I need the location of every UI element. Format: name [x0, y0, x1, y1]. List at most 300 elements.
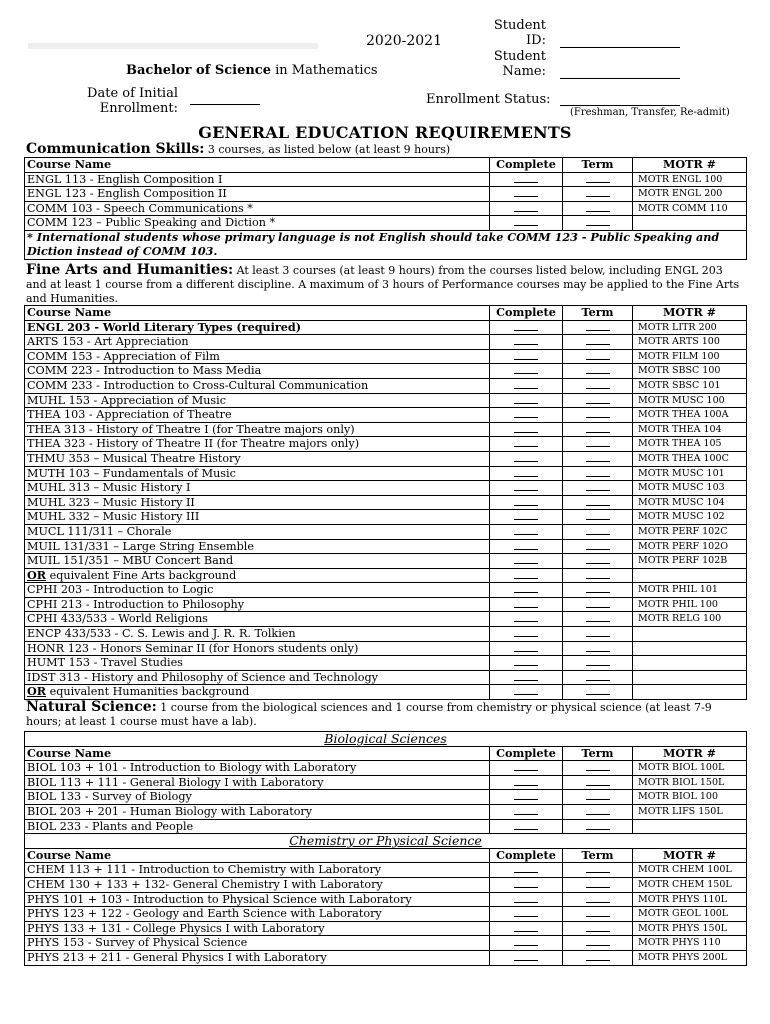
blank-line	[514, 216, 538, 226]
table-row	[25, 950, 747, 965]
motr-code: MOTR ENGL 100	[633, 172, 747, 187]
term-field[interactable]	[563, 510, 633, 525]
col-complete: Complete	[490, 746, 563, 761]
enrollment-status-hint: (Freshman, Transfer, Re-admit)	[570, 107, 730, 118]
complete-field[interactable]	[490, 761, 563, 776]
term-field[interactable]	[563, 819, 633, 834]
motr-code: MOTR PERF 102C	[633, 524, 747, 539]
blank-line	[514, 907, 538, 917]
course-name: ENGL 203 - World Literary Types (required)	[25, 320, 490, 335]
term-field[interactable]	[563, 201, 633, 216]
chemistry-subtitle-text: Chemistry or Physical Science	[289, 833, 482, 849]
complete-field[interactable]	[490, 627, 563, 642]
term-field[interactable]	[563, 451, 633, 466]
motr-code	[633, 627, 747, 642]
motr-code: MOTR RELG 100	[633, 612, 747, 627]
motr-code: MOTR MUSC 102	[633, 510, 747, 525]
complete-field[interactable]	[490, 819, 563, 834]
term-field[interactable]	[563, 685, 633, 700]
complete-field[interactable]	[490, 892, 563, 907]
blank-line	[514, 525, 538, 535]
term-field[interactable]	[563, 539, 633, 554]
table-row	[25, 524, 747, 539]
blank-line	[586, 452, 610, 462]
motr-code	[633, 685, 747, 700]
blank-line	[514, 656, 538, 666]
blank-line	[514, 496, 538, 506]
complete-field[interactable]	[490, 539, 563, 554]
complete-field[interactable]	[490, 408, 563, 423]
course-name: BIOL 203 + 201 - Human Biology with Laboratory	[25, 804, 490, 819]
complete-field[interactable]	[490, 612, 563, 627]
motr-code: MOTR PHYS 110	[633, 936, 747, 951]
course-name: IDST 313 - History and Philosophy of Science and Technology	[25, 670, 490, 685]
complete-field[interactable]	[490, 568, 563, 583]
student-id-field[interactable]	[560, 47, 680, 48]
blank-line	[514, 569, 538, 579]
blank-line	[514, 394, 538, 404]
course-name: HONR 123 - Honors Seminar II (for Honors students only)	[25, 641, 490, 656]
blank-line	[586, 408, 610, 418]
complete-field[interactable]	[490, 378, 563, 393]
blank-line	[514, 408, 538, 418]
motr-code: MOTR CHEM 150L	[633, 877, 747, 892]
blank-line	[586, 685, 610, 695]
page-title: GENERAL EDUCATION REQUIREMENTS	[198, 123, 572, 142]
table-row	[25, 656, 747, 671]
course-name: MUTH 103 – Fundamentals of Music	[25, 466, 490, 481]
table-row	[25, 790, 747, 805]
blank-line	[586, 216, 610, 226]
blank-line	[586, 496, 610, 506]
motr-code: MOTR PERF 102O	[633, 539, 747, 554]
blank-line	[514, 671, 538, 681]
blank-line	[586, 554, 610, 564]
table-header	[25, 746, 747, 761]
complete-field[interactable]	[490, 393, 563, 408]
table-row	[25, 172, 747, 187]
col-course-name: Course Name	[25, 848, 490, 863]
term-field[interactable]	[563, 378, 633, 393]
communication-desc: 3 courses, as listed below (at least 9 hours)	[204, 143, 451, 156]
degree-bold: Bachelor of Science	[126, 63, 271, 78]
table-row	[25, 393, 747, 408]
complete-field[interactable]	[490, 656, 563, 671]
term-field[interactable]	[563, 656, 633, 671]
term-field[interactable]	[563, 216, 633, 231]
blank-line	[514, 423, 538, 433]
course-name: MUCL 111/311 – Chorale	[25, 524, 490, 539]
table-row	[25, 627, 747, 642]
motr-code: MOTR MUSC 100	[633, 393, 747, 408]
table-row	[25, 685, 747, 700]
blank-line	[586, 569, 610, 579]
blank-line	[586, 907, 610, 917]
term-field[interactable]	[563, 863, 633, 878]
complete-field[interactable]	[490, 670, 563, 685]
complete-field[interactable]	[490, 790, 563, 805]
blank-line	[514, 612, 538, 622]
course-name: THEA 103 - Appreciation of Theatre	[25, 408, 490, 423]
motr-code	[633, 656, 747, 671]
motr-code	[633, 670, 747, 685]
table-row	[25, 568, 747, 583]
blank-line	[514, 627, 538, 637]
table-row	[25, 921, 747, 936]
motr-code: MOTR LITR 200	[633, 320, 747, 335]
blank-line	[514, 540, 538, 550]
blank-line	[586, 173, 610, 183]
col-motr: MOTR #	[633, 306, 747, 321]
blank-line	[586, 394, 610, 404]
col-course-name: Course Name	[25, 158, 490, 173]
complete-field[interactable]	[490, 685, 563, 700]
course-name: PHYS 153 - Survey of Physical Science	[25, 936, 490, 951]
course-name: COMM 233 - Introduction to Cross-Cultural Communication	[25, 378, 490, 393]
date-enrollment-field[interactable]	[190, 104, 260, 105]
motr-code	[633, 216, 747, 231]
table-row	[25, 349, 747, 364]
complete-field[interactable]	[490, 495, 563, 510]
communication-title: Communication Skills:	[26, 141, 205, 157]
blank-line	[586, 598, 610, 608]
course-name: COMM 223 - Introduction to Mass Media	[25, 364, 490, 379]
table-row	[25, 495, 747, 510]
col-motr: MOTR #	[633, 158, 747, 173]
blank-line	[586, 761, 610, 771]
col-motr: MOTR #	[633, 746, 747, 761]
term-field[interactable]	[563, 950, 633, 965]
term-field[interactable]	[563, 481, 633, 496]
motr-code: MOTR PHYS 200L	[633, 950, 747, 965]
term-field[interactable]	[563, 790, 633, 805]
enrollment-status-label: Enrollment Status:	[426, 92, 551, 107]
student-id-label: Student ID:	[493, 18, 546, 48]
blank-line	[586, 790, 610, 800]
course-name: THEA 323 - History of Theatre II (for Theatre majors only)	[25, 437, 490, 452]
term-field[interactable]	[563, 921, 633, 936]
col-complete: Complete	[490, 848, 563, 863]
motr-code: MOTR ENGL 200	[633, 187, 747, 202]
or-label: OR	[27, 684, 47, 699]
complete-field[interactable]	[490, 422, 563, 437]
motr-code: MOTR MUSC 101	[633, 466, 747, 481]
course-name-text: equivalent Humanities background	[46, 685, 250, 699]
term-field[interactable]	[563, 466, 633, 481]
motr-code: MOTR PHIL 100	[633, 597, 747, 612]
natural-science-desc: 1 course from the biological sciences and 1 course from chemistry or physical science (at least 7-9 hours; at least 1 course must have a lab).	[26, 701, 712, 728]
motr-code: MOTR PHIL 101	[633, 583, 747, 598]
term-field[interactable]	[563, 524, 633, 539]
complete-field[interactable]	[490, 172, 563, 187]
blank-line	[514, 642, 538, 652]
blank-line	[586, 820, 610, 830]
student-name-field[interactable]	[560, 78, 680, 79]
table-row	[25, 364, 747, 379]
blank-line	[586, 671, 610, 681]
complete-field[interactable]	[490, 466, 563, 481]
blank-line	[586, 423, 610, 433]
blank-line	[514, 583, 538, 593]
complete-field[interactable]	[490, 597, 563, 612]
blank-line	[514, 510, 538, 520]
blank-line	[586, 805, 610, 815]
blank-line	[514, 922, 538, 932]
complete-field[interactable]	[490, 583, 563, 598]
table-row	[25, 775, 747, 790]
motr-code: MOTR PHYS 150L	[633, 921, 747, 936]
complete-field[interactable]	[490, 510, 563, 525]
table-row	[25, 408, 747, 423]
course-name: THEA 313 - History of Theatre I (for Theatre majors only)	[25, 422, 490, 437]
course-name: MUHL 332 – Music History III	[25, 510, 490, 525]
complete-field[interactable]	[490, 349, 563, 364]
course-name: MUHL 313 – Music History I	[25, 481, 490, 496]
term-field[interactable]	[563, 437, 633, 452]
col-course-name: Course Name	[25, 306, 490, 321]
table-row	[25, 936, 747, 951]
blank-line	[586, 627, 610, 637]
biology-table	[24, 731, 747, 966]
blank-line	[514, 321, 538, 331]
course-name: CHEM 130 + 133 + 132- General Chemistry I with Laboratory	[25, 877, 490, 892]
motr-code	[633, 568, 747, 583]
blank-line	[586, 481, 610, 491]
term-field[interactable]	[563, 612, 633, 627]
course-name: ENGL 113 - English Composition I	[25, 172, 490, 187]
term-field[interactable]	[563, 804, 633, 819]
complete-field[interactable]	[490, 320, 563, 335]
term-field[interactable]	[563, 364, 633, 379]
enrollment-status-field[interactable]	[560, 105, 680, 106]
degree-rest: in Mathematics	[270, 63, 378, 78]
blank-line	[514, 202, 538, 212]
blank-line	[514, 878, 538, 888]
complete-field[interactable]	[490, 804, 563, 819]
complete-field[interactable]	[490, 554, 563, 569]
motr-code: MOTR CHEM 100L	[633, 863, 747, 878]
term-field[interactable]	[563, 892, 633, 907]
blank-line	[586, 642, 610, 652]
term-field[interactable]	[563, 495, 633, 510]
term-field[interactable]	[563, 670, 633, 685]
table-row	[25, 892, 747, 907]
blank-line	[514, 364, 538, 374]
term-field[interactable]	[563, 936, 633, 951]
blank-line	[586, 863, 610, 873]
term-field[interactable]	[563, 907, 633, 922]
term-field[interactable]	[563, 583, 633, 598]
term-field[interactable]	[563, 877, 633, 892]
fine-arts-desc: At least 3 courses (at least 9 hours) from the courses listed below, including ENGL 203 and at least 1 course from a different discipline. A maximum of 3 hours of Performance courses may be applied to the Fine Arts and Humanities.	[26, 264, 740, 305]
blank-line	[514, 452, 538, 462]
complete-field[interactable]	[490, 437, 563, 452]
motr-code: MOTR BIOL 100L	[633, 761, 747, 776]
blank-line	[514, 437, 538, 447]
table-row	[25, 539, 747, 554]
communication-heading	[26, 142, 746, 157]
complete-field[interactable]	[490, 936, 563, 951]
table-row	[25, 877, 747, 892]
course-name: CPHI 433/533 - World Religions	[25, 612, 490, 627]
blank-line	[514, 554, 538, 564]
motr-code	[633, 819, 747, 834]
blank-line	[514, 379, 538, 389]
complete-field[interactable]	[490, 187, 563, 202]
fine-arts-table	[24, 305, 747, 700]
faded-header-text	[28, 43, 318, 49]
course-name: PHYS 101 + 103 - Introduction to Physical Science with Laboratory	[25, 892, 490, 907]
motr-code	[633, 641, 747, 656]
blank-line	[586, 878, 610, 888]
complete-field[interactable]	[490, 481, 563, 496]
blank-line	[514, 173, 538, 183]
complete-field[interactable]	[490, 877, 563, 892]
term-field[interactable]	[563, 568, 633, 583]
blank-line	[514, 761, 538, 771]
blank-line	[514, 951, 538, 961]
table-row	[25, 451, 747, 466]
blank-line	[586, 202, 610, 212]
term-field[interactable]	[563, 172, 633, 187]
term-field[interactable]	[563, 422, 633, 437]
term-field[interactable]	[563, 335, 633, 350]
complete-field[interactable]	[490, 641, 563, 656]
table-row	[25, 335, 747, 350]
motr-code: MOTR GEOL 100L	[633, 907, 747, 922]
blank-line	[514, 863, 538, 873]
biology-subtitle	[25, 732, 747, 747]
blank-line	[586, 922, 610, 932]
course-name	[25, 568, 490, 583]
international-note: * International students whose primary language is not English should take COMM 123 - Public Speaking and Diction instead of COMM 103.	[25, 230, 747, 259]
term-field[interactable]	[563, 641, 633, 656]
blank-line	[514, 481, 538, 491]
or-label: OR	[27, 568, 47, 582]
blank-line	[514, 685, 538, 695]
term-field[interactable]	[563, 627, 633, 642]
course-name: PHYS 123 + 122 - Geology and Earth Science with Laboratory	[25, 907, 490, 922]
fine-arts-title: Fine Arts and Humanities:	[26, 262, 234, 278]
term-field[interactable]	[563, 187, 633, 202]
biology-subtitle-text: Biological Sciences	[324, 731, 447, 746]
complete-field[interactable]	[490, 863, 563, 878]
col-term: Term	[563, 158, 633, 173]
complete-field[interactable]	[490, 775, 563, 790]
course-name: MUHL 323 – Music History II	[25, 495, 490, 510]
term-field[interactable]	[563, 775, 633, 790]
col-term: Term	[563, 306, 633, 321]
motr-code: MOTR PHYS 110L	[633, 892, 747, 907]
blank-line	[586, 321, 610, 331]
col-course-name: Course Name	[25, 746, 490, 761]
term-field[interactable]	[563, 761, 633, 776]
table-row	[25, 761, 747, 776]
table-row	[25, 481, 747, 496]
course-name: CHEM 113 + 111 - Introduction to Chemistry with Laboratory	[25, 863, 490, 878]
blank-line	[586, 656, 610, 666]
blank-line	[586, 525, 610, 535]
complete-field[interactable]	[490, 907, 563, 922]
blank-line	[514, 350, 538, 360]
table-row	[25, 554, 747, 569]
motr-code: MOTR THEA 100C	[633, 451, 747, 466]
complete-field[interactable]	[490, 451, 563, 466]
table-row	[25, 422, 747, 437]
term-field[interactable]	[563, 320, 633, 335]
complete-field[interactable]	[490, 335, 563, 350]
blank-line	[514, 776, 538, 786]
col-term: Term	[563, 848, 633, 863]
col-motr: MOTR #	[633, 848, 747, 863]
course-name: COMM 153 - Appreciation of Film	[25, 349, 490, 364]
student-name-label: Student Name:	[493, 49, 546, 79]
col-complete: Complete	[490, 306, 563, 321]
blank-line	[514, 805, 538, 815]
motr-code: MOTR FILM 100	[633, 349, 747, 364]
blank-line	[586, 612, 610, 622]
complete-field[interactable]	[490, 921, 563, 936]
blank-line	[514, 936, 538, 946]
blank-line	[586, 350, 610, 360]
table-row	[25, 437, 747, 452]
table-row	[25, 612, 747, 627]
complete-field[interactable]	[490, 524, 563, 539]
academic-year: 2020-2021	[366, 33, 442, 49]
term-field[interactable]	[563, 393, 633, 408]
communication-table	[24, 157, 747, 260]
date-enrollment-label: Date of Initial Enrollment:	[87, 86, 178, 116]
blank-line	[586, 776, 610, 786]
course-name: ENCP 433/533 - C. S. Lewis and J. R. R. Tolkien	[25, 627, 490, 642]
term-field[interactable]	[563, 554, 633, 569]
blank-line	[514, 790, 538, 800]
table-row	[25, 641, 747, 656]
course-name: PHYS 133 + 131 - College Physics I with Laboratory	[25, 921, 490, 936]
complete-field[interactable]	[490, 364, 563, 379]
blank-line	[514, 820, 538, 830]
blank-line	[514, 467, 538, 477]
course-name: BIOL 103 + 101 - Introduction to Biology with Laboratory	[25, 761, 490, 776]
course-name: MUHL 153 - Appreciation of Music	[25, 393, 490, 408]
motr-code: MOTR SBSC 100	[633, 364, 747, 379]
blank-line	[586, 936, 610, 946]
course-name: BIOL 233 - Plants and People	[25, 819, 490, 834]
complete-field[interactable]	[490, 216, 563, 231]
col-term: Term	[563, 746, 633, 761]
course-name: THMU 353 – Musical Theatre History	[25, 451, 490, 466]
term-field[interactable]	[563, 349, 633, 364]
motr-code: MOTR MUSC 104	[633, 495, 747, 510]
course-name	[25, 685, 490, 700]
table-row	[25, 597, 747, 612]
table-row	[25, 320, 747, 335]
blank-line	[514, 187, 538, 197]
table-header	[25, 848, 747, 863]
term-field[interactable]	[563, 408, 633, 423]
table-header	[25, 306, 747, 321]
natural-science-title: Natural Science:	[26, 699, 157, 715]
motr-code: MOTR COMM 110	[633, 201, 747, 216]
complete-field[interactable]	[490, 950, 563, 965]
term-field[interactable]	[563, 597, 633, 612]
blank-line	[514, 893, 538, 903]
blank-line	[586, 510, 610, 520]
course-name: ENGL 123 - English Composition II	[25, 187, 490, 202]
complete-field[interactable]	[490, 201, 563, 216]
blank-line	[514, 335, 538, 345]
table-row	[25, 510, 747, 525]
